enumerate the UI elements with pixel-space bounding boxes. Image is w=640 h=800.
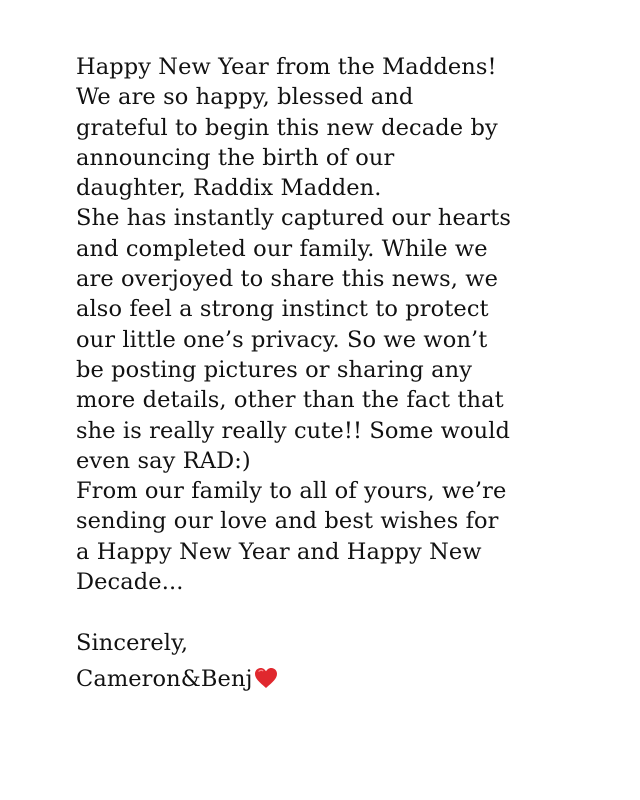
message-line: even say RAD:) [76,447,251,474]
message-line: Decade... [76,569,184,596]
message-line: she is really really cute!! Some would [76,417,511,444]
message-line: sending our love and best wishes for [76,508,499,535]
message-line: our little one’s privacy. So we won’t [76,326,488,353]
message-line: Happy New Year from the Maddens! [76,54,497,80]
message-line: also feel a strong instinct to protect [76,296,489,323]
message-line: a Happy New Year and Happy New [76,538,482,565]
signature-row [76,664,616,697]
signature-text: Cameron&Benj [76,665,253,692]
message-line: more details, other than the fact that [76,387,504,414]
message-line: From our family to all of yours, we’re [76,478,507,505]
message-line: are overjoyed to share this news, we [76,266,499,293]
message-line: and completed our family. While we [76,235,488,262]
message-line: be posting pictures or sharing any [76,356,473,383]
announcement-note [76,52,616,697]
message-line: announcing the birth of our [76,144,395,171]
closing-line: Sincerely, [76,629,189,656]
message-line: She has instantly captured our hearts [76,205,512,232]
message-line: daughter, Raddix Madden. [76,175,382,202]
red-heart-icon [254,667,278,697]
message-line: We are so happy, blessed and [76,84,414,111]
message-line: grateful to begin this new decade by [76,114,498,141]
paragraph-spacer [76,597,616,627]
